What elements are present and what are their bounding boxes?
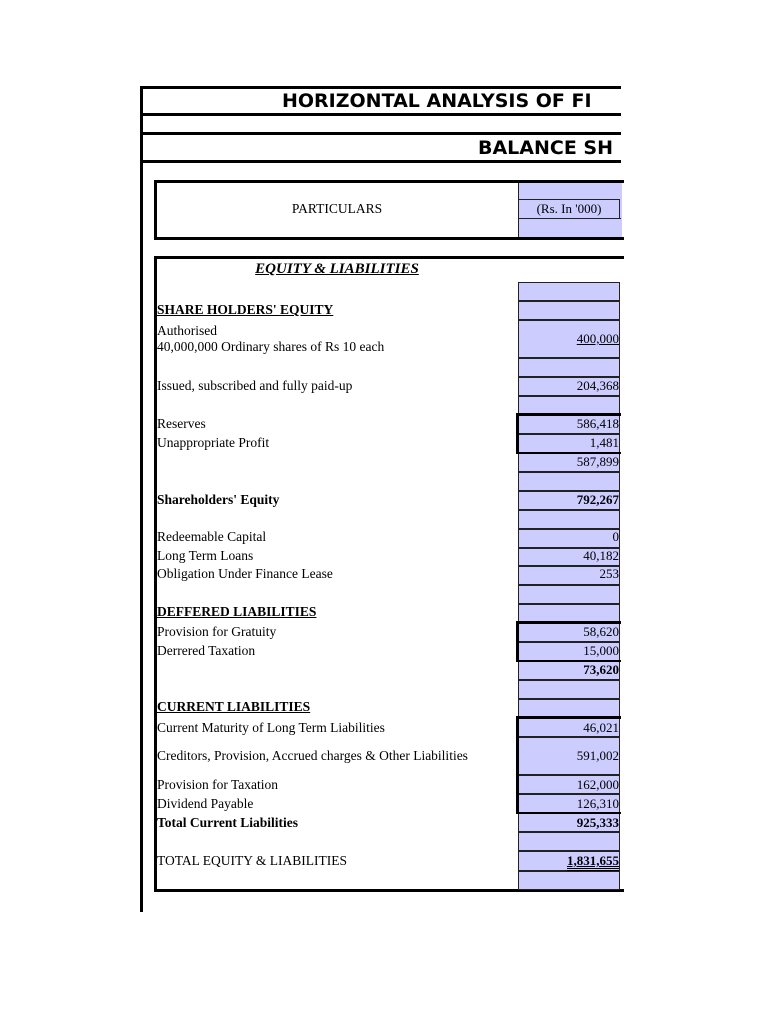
cell-blank-1 [518, 282, 620, 301]
label-unappropriate: Unappropriate Profit [157, 435, 270, 450]
value-authorised: 400,000 [576, 331, 619, 346]
label-dividend: Dividend Payable [157, 796, 254, 811]
value-total-eq-liab [518, 853, 619, 869]
cell-blank-2 [518, 301, 620, 320]
value-derrered-tax: 15,000 [583, 643, 619, 658]
value-dividend: 126,310 [576, 796, 619, 811]
value-gratuity: 58,620 [583, 624, 619, 639]
frame-line-2 [140, 113, 621, 116]
label-creditors: Creditors, Provision, Accrued charges & Other Liabilities [157, 748, 468, 763]
group-border-current-top [516, 716, 621, 719]
frame-line-3 [140, 132, 621, 135]
value-issued: 204,368 [576, 378, 619, 393]
label-deffered: DEFFERED LIABILITIES [157, 604, 317, 619]
cell-blank-5 [518, 472, 620, 491]
report-title [140, 89, 621, 113]
label-authorised-desc: 40,000,000 Ordinary shares of Rs 10 each [157, 339, 385, 354]
label-current-maturity: Current Maturity of Long Term Liabilities [157, 720, 385, 735]
value-long-term-loans: 40,182 [583, 548, 619, 563]
report-title-text: HORIZONTAL ANALYSIS OF FI [282, 90, 592, 112]
cell-blank-11 [518, 832, 620, 851]
value-unappropriate: 1,481 [589, 435, 619, 450]
group-border-current-bottom [516, 812, 621, 814]
label-total-current: Total Current Liabilities [157, 815, 299, 830]
frame-line-4 [140, 160, 621, 163]
value-deffered-total: 73,620 [583, 662, 619, 677]
section-title: EQUITY & LIABILITIES [255, 261, 419, 277]
sheet-title [140, 136, 621, 160]
left-frame-line [140, 86, 143, 912]
value-shareholders-equity: 792,267 [576, 492, 619, 507]
value-subtotal: 587,899 [576, 454, 619, 469]
label-share-holders-equity: SHARE HOLDERS' EQUITY [157, 302, 334, 317]
label-shareholders-equity: Shareholders' Equity [157, 492, 280, 507]
value-total-eq-liab-text: 1,831,655 [567, 853, 619, 871]
cell-blank-3 [518, 358, 620, 377]
value-prov-tax: 162,000 [576, 777, 619, 792]
label-issued: Issued, subscribed and fully paid-up [157, 378, 353, 393]
unit-label [518, 199, 620, 219]
label-derrered-tax: Derrered Taxation [157, 643, 256, 658]
cell-blank-6 [518, 510, 620, 529]
particulars-header: PARTICULARS [291, 201, 383, 216]
sheet-title-text: BALANCE SH [478, 137, 614, 159]
label-authorised: Authorised [157, 323, 217, 338]
label-reserves: Reserves [157, 416, 206, 431]
cell-blank-9 [518, 680, 620, 699]
cell-blank-7 [518, 585, 620, 604]
value-creditors: 591,002 [576, 748, 619, 763]
value-finance-lease: 253 [599, 566, 619, 581]
label-prov-tax: Provision for Taxation [157, 777, 279, 792]
label-redeemable: Redeemable Capital [157, 529, 267, 544]
value-redeemable: 0 [612, 529, 619, 544]
unit-label-text: (Rs. In '000) [536, 201, 602, 216]
label-gratuity: Provision for Gratuity [157, 624, 277, 639]
value-reserves: 586,418 [576, 416, 619, 431]
value-current-maturity: 46,021 [583, 720, 619, 735]
label-current: CURRENT LIABILITIES [157, 699, 311, 714]
label-finance-lease: Obligation Under Finance Lease [157, 566, 333, 581]
label-long-term-loans: Long Term Loans [157, 548, 254, 563]
value-total-current: 925,333 [576, 815, 619, 830]
label-total-eq-liab: TOTAL EQUITY & LIABILITIES [157, 853, 348, 868]
cell-blank-12 [518, 871, 620, 890]
